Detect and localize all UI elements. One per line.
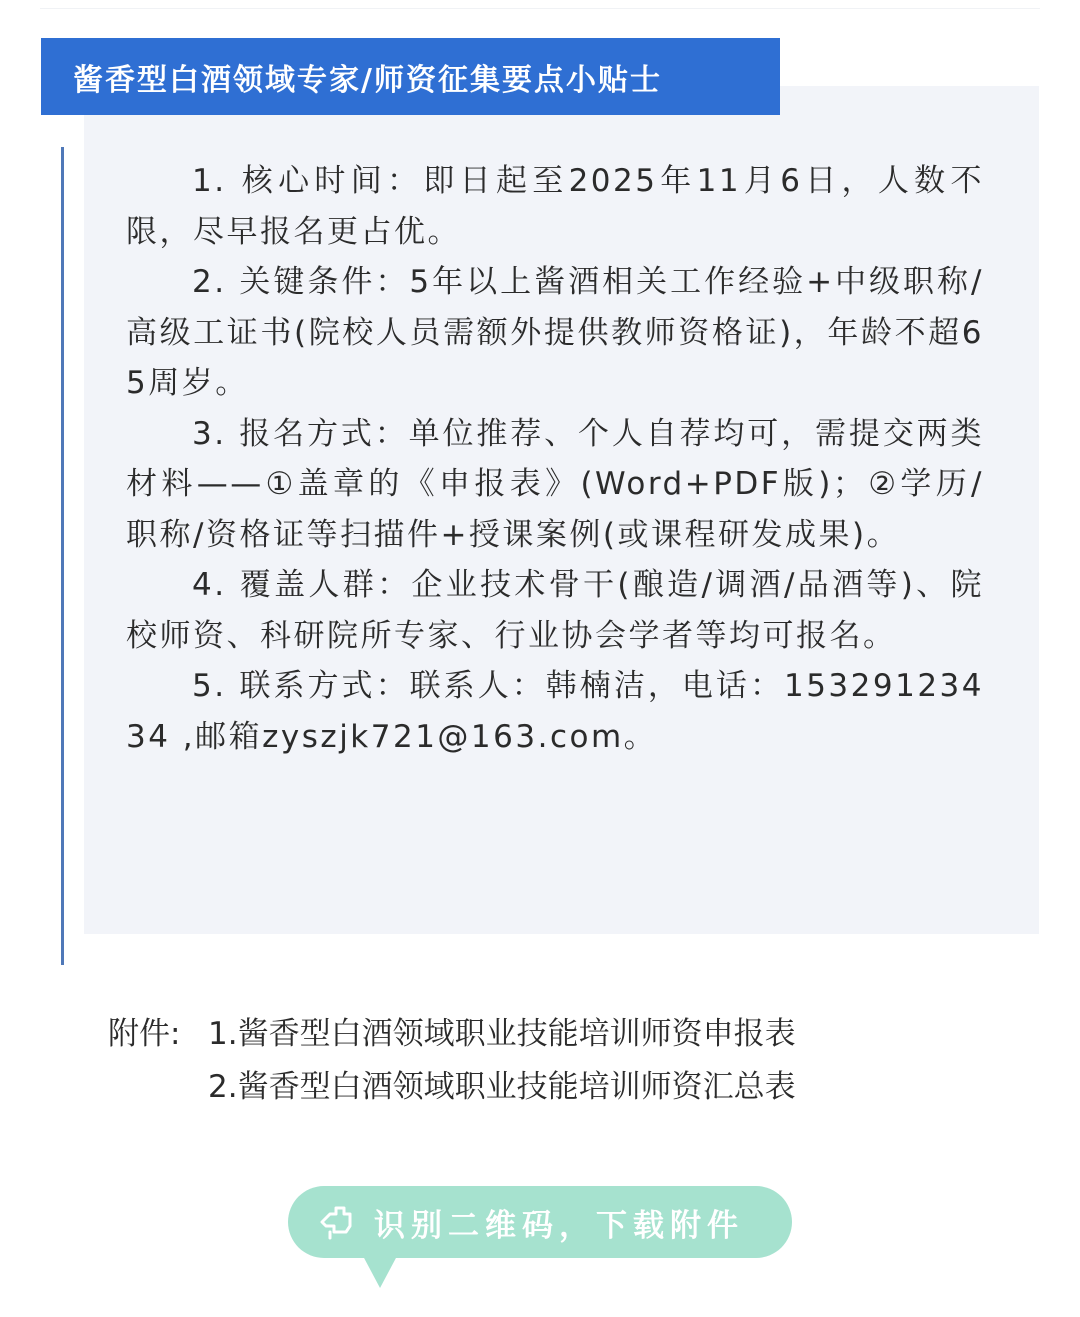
tips-content [126,156,984,762]
tip-item-application: 3. 报名方式：单位推荐、个人自荐均可，需提交两类材料——①盖章的《申报表》(Word+PDF版)；②学历/职称/资格证等扫描件+授课案例(或课程研发成果)。 [126,415,984,553]
attachment-row [108,1008,796,1061]
title-banner [41,38,780,115]
attachment-item[interactable]: 1.酱香型白酒领域职业技能培训师资申报表 [208,1016,796,1052]
card-accent-line [61,147,64,965]
attachment-row [108,1061,796,1114]
attachments-list [108,1008,796,1114]
top-divider [40,8,1040,9]
attachments-label: 附件: [108,1016,181,1052]
pointing-hand-icon [316,1202,356,1242]
tip-item-audience: 4. 覆盖人群：企业技术骨干(酿造/调酒/品酒等)、院校师资、科研院所专家、行业协会学者等均可报名。 [126,567,984,654]
attachments-spacer [108,1061,208,1114]
attachment-item[interactable]: 2.酱香型白酒领域职业技能培训师资汇总表 [208,1069,796,1105]
cta-label: 识别二维码，下载附件 [374,1207,744,1244]
tip-item-contact: 5. 联系方式：联系人：韩楠洁，电话：15329123434 ,邮箱zyszjk721@163.com。 [126,668,984,755]
cta-pointer-tail [363,1256,397,1288]
banner-title: 酱香型白酒领域专家/师资征集要点小贴士 [73,62,662,98]
scan-qr-download-button[interactable] [288,1186,792,1258]
tip-item-time: 1. 核心时间：即日起至2025年11月6日，人数不限，尽早报名更占优。 [126,163,984,250]
tip-item-requirements: 2. 关键条件：5年以上酱酒相关工作经验+中级职称/高级工证书(院校人员需额外提供教师资格证)，年龄不超65周岁。 [126,264,984,401]
